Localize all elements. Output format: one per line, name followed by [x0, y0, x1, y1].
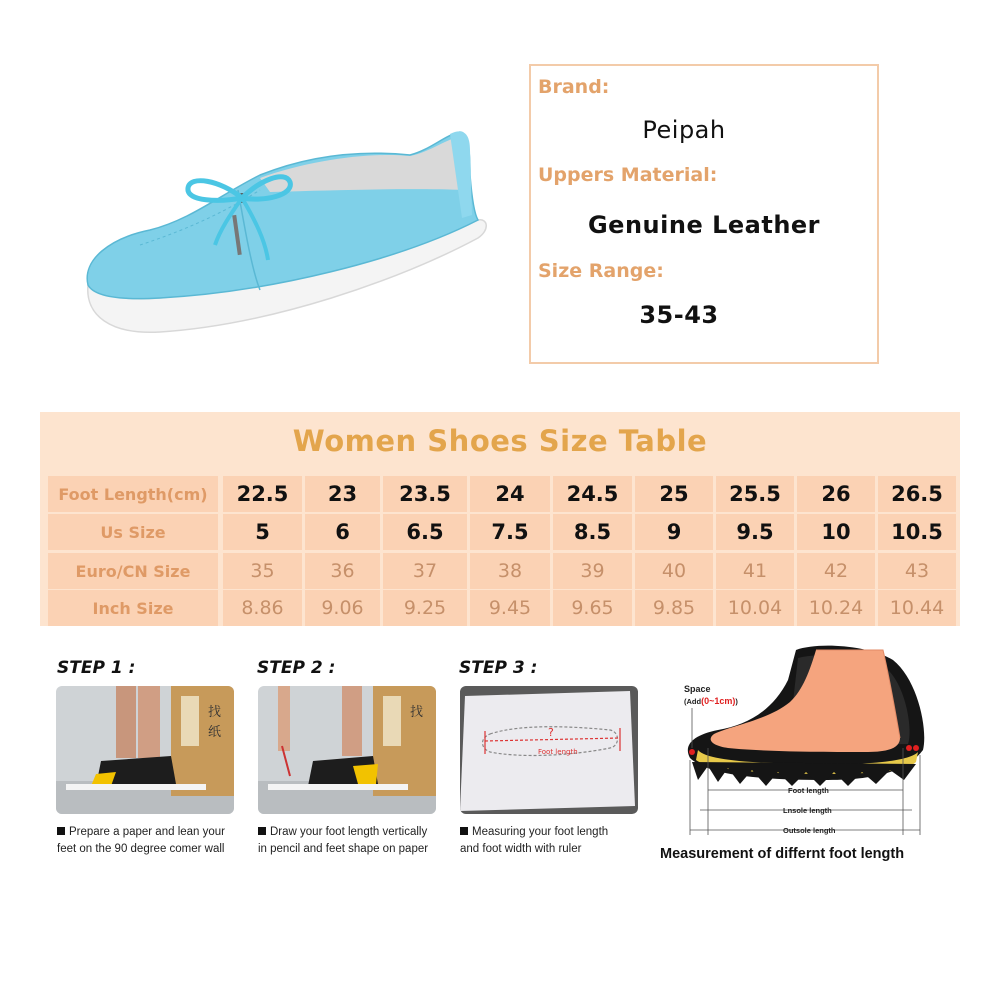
size-table-cell: 35: [223, 553, 302, 589]
outsole-length-label: Outsole length: [783, 826, 836, 835]
material-value: Genuine Leather: [587, 211, 821, 239]
size-table-cell: 38: [470, 553, 550, 589]
brand-label: Brand:: [538, 76, 610, 98]
space-value: (0~1cm): [701, 696, 736, 706]
size-range-value: 35-43: [639, 301, 719, 329]
size-table-cell: 41: [716, 553, 794, 589]
size-table-cell: 25.5: [716, 476, 794, 512]
step-1-caption: [57, 824, 252, 858]
foot-measurement-caption: Measurement of differnt foot length: [660, 846, 905, 862]
step-2-caption: [258, 824, 453, 858]
size-table-cell: 9.85: [635, 590, 713, 626]
step-3-mark: ?: [548, 726, 554, 739]
step-3-caption-line1: Measuring your foot length: [472, 826, 609, 838]
size-table-cell: 5: [223, 514, 302, 550]
size-table-cell: 6: [305, 514, 380, 550]
insole-length-label: Lnsole length: [783, 806, 832, 815]
bullet-square-icon: [258, 827, 266, 835]
svg-text:(Add(0~1cm)): [684, 696, 738, 706]
step-1-caption-line1: Prepare a paper and lean your: [69, 826, 225, 838]
size-table-cell: 6.5: [383, 514, 467, 550]
size-table-cell: 43: [878, 553, 956, 589]
size-table-cell: 36: [305, 553, 380, 589]
size-table-row-header: Foot Length(cm): [48, 476, 218, 512]
size-table-row-header: Euro/CN Size: [48, 553, 218, 589]
size-table-cell: 10.04: [716, 590, 794, 626]
material-label: Uppers Material:: [538, 164, 718, 186]
size-table-cell: 42: [797, 553, 875, 589]
step-3-photo: [460, 686, 638, 814]
bullet-square-icon: [460, 827, 468, 835]
brand-value: Peipah: [642, 116, 726, 144]
space-close: ): [735, 697, 738, 706]
size-table-cell: 10.44: [878, 590, 956, 626]
size-table-cell: 37: [383, 553, 467, 589]
size-range-label: Size Range:: [538, 260, 664, 282]
space-label: Space: [684, 684, 711, 694]
size-table-cell: 9.06: [305, 590, 380, 626]
step-2-photo: [258, 686, 436, 814]
size-table-cell: 39: [553, 553, 632, 589]
step-2-caption-line2: in pencil and feet shape on paper: [258, 843, 429, 855]
product-info-box: [529, 64, 879, 364]
step-3-caption-line2: and foot width with ruler: [460, 843, 582, 855]
size-table-cell: 26.5: [878, 476, 956, 512]
step-3-caption: [460, 824, 655, 858]
size-table-cell: 23: [305, 476, 380, 512]
size-table-cell: 7.5: [470, 514, 550, 550]
step-3-foot-length-label: Foot length: [538, 748, 578, 756]
step-1-title: STEP 1 :: [57, 658, 136, 678]
size-table-row-header: Inch Size: [48, 590, 218, 626]
size-table-cell: 26: [797, 476, 875, 512]
size-table-cell: 9.5: [716, 514, 794, 550]
size-table-cell: 24.5: [553, 476, 632, 512]
svg-text:找: 找: [410, 705, 424, 720]
size-table-cell: 8.5: [553, 514, 632, 550]
size-table-cell: 10: [797, 514, 875, 550]
svg-text:找: 找: [208, 705, 222, 720]
size-table-title: Women Shoes Size Table: [292, 424, 708, 458]
size-table-cell: 9.25: [383, 590, 467, 626]
step-1-photo: [56, 686, 234, 814]
size-table-cell: 22.5: [223, 476, 302, 512]
svg-text:纸: 纸: [208, 725, 222, 740]
size-table-cell: 8.86: [223, 590, 302, 626]
step-3-title: STEP 3 :: [459, 658, 538, 678]
size-table-cell: 9.45: [470, 590, 550, 626]
shoe-product-image: [70, 120, 500, 350]
size-table-row-header: Us Size: [48, 514, 218, 550]
step-2-caption-line1: Draw your foot length vertically: [270, 826, 428, 838]
size-table-cell: 10.5: [878, 514, 956, 550]
space-add-label: (Add: [684, 697, 702, 706]
size-table-cell: 10.24: [797, 590, 875, 626]
size-table-cell: 9: [635, 514, 713, 550]
size-table-cell: 25: [635, 476, 713, 512]
size-table-cell: 24: [470, 476, 550, 512]
foot-measurement-diagram: [678, 640, 948, 845]
size-table-cell: 40: [635, 553, 713, 589]
foot-length-label: Foot length: [788, 786, 829, 795]
step-2-title: STEP 2 :: [257, 658, 336, 678]
bullet-square-icon: [57, 827, 65, 835]
size-table-cell: 9.65: [553, 590, 632, 626]
step-1-caption-line2: feet on the 90 degree comer wall: [57, 843, 225, 855]
size-table-cell: 23.5: [383, 476, 467, 512]
